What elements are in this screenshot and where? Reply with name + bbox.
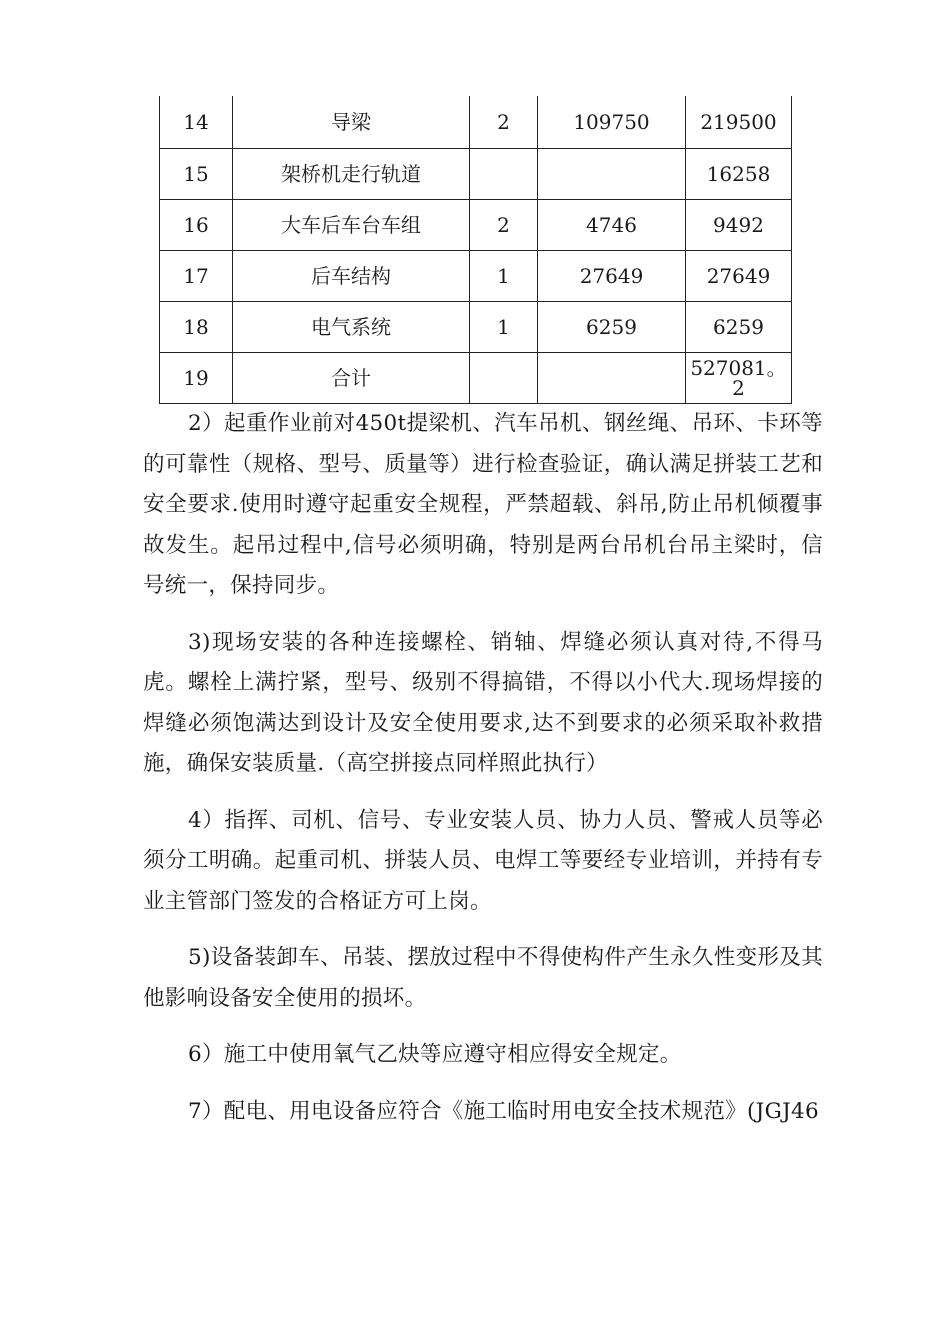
table-row — [160, 200, 792, 251]
unit-weight-cell — [538, 149, 686, 200]
quantity-cell — [470, 353, 538, 404]
total-weight-cell: 527081。2 — [686, 353, 792, 404]
row-number-cell: 14 — [160, 96, 233, 149]
row-number-cell: 19 — [160, 353, 233, 404]
table-row — [160, 149, 792, 200]
total-weight-cell: 6259 — [686, 302, 792, 353]
unit-weight-cell: 109750 — [538, 96, 686, 149]
paragraph-bolt-weld-quality: 3)现场安装的各种连接螺栓、销轴、焊缝必须认真对待,不得马虎。螺栓上满拧紧，型号、级别不得搞错，不得以小代大.现场焊接的焊缝必须饱满达到设计及安全使用要求,达不到要求的必须采取补救措施，确保安装质量.（高空拼接点同样照此执行） — [143, 629, 823, 776]
quantity-cell: 2 — [470, 96, 538, 149]
item-name-cell: 大车后车台车组 — [233, 200, 470, 251]
row-number-cell: 17 — [160, 251, 233, 302]
row-number-cell: 18 — [160, 302, 233, 353]
total-weight-cell: 16258 — [686, 149, 792, 200]
unit-weight-cell: 4746 — [538, 200, 686, 251]
unit-weight-cell: 6259 — [538, 302, 686, 353]
item-name-cell: 合计 — [233, 353, 470, 404]
quantity-cell: 1 — [470, 302, 538, 353]
total-weight-cell: 219500 — [686, 96, 792, 149]
equipment-weight-table — [159, 96, 792, 404]
table-row — [160, 302, 792, 353]
paragraph-electrical-standard: 7）配电、用电设备应符合《施工临时用电安全技术规范》(JGJ46 — [188, 1098, 819, 1124]
quantity-cell: 2 — [470, 200, 538, 251]
total-weight-cell: 9492 — [686, 200, 792, 251]
body-text — [143, 404, 823, 1148]
quantity-cell — [470, 149, 538, 200]
paragraph-gas-safety: 6）施工中使用氧气乙炔等应遵守相应得安全规定。 — [188, 1042, 682, 1067]
paragraph-lifting-inspection: 2）起重作业前对450t提梁机、汽车吊机、钢丝绳、吊环、卡环等的可靠性（规格、型号、质量等）进行检查验证，确认满足拼装工艺和安全要求.使用时遵守起重安全规程，严禁超载、斜吊,防止吊机倾覆事故发生。起吊过程中,信号必须明确，特别是两台吊机台吊主梁时，信号统一，保持同步。 — [143, 411, 823, 598]
item-name-cell: 后车结构 — [233, 251, 470, 302]
unit-weight-cell: 27649 — [538, 251, 686, 302]
item-name-cell: 架桥机走行轨道 — [233, 149, 470, 200]
item-name-cell: 电气系统 — [233, 302, 470, 353]
quantity-cell: 1 — [470, 251, 538, 302]
table-row — [160, 353, 792, 404]
unit-weight-cell — [538, 353, 686, 404]
row-number-cell: 16 — [160, 200, 233, 251]
total-weight-cell: 27649 — [686, 251, 792, 302]
row-number-cell: 15 — [160, 149, 233, 200]
table-row — [160, 96, 792, 149]
item-name-cell: 导梁 — [233, 96, 470, 149]
table-row — [160, 251, 792, 302]
paragraph-staff-division: 4）指挥、司机、信号、专业安装人员、协力人员、警戒人员等必须分工明确。起重司机、拼装人员、电焊工等要经专业培训，并持有专业主管部门签发的合格证方可上岗。 — [143, 807, 823, 914]
paragraph-equipment-handling: 5)设备装卸车、吊装、摆放过程中不得使构件产生永久性变形及其他影响设备安全使用的损坏。 — [143, 945, 823, 1011]
